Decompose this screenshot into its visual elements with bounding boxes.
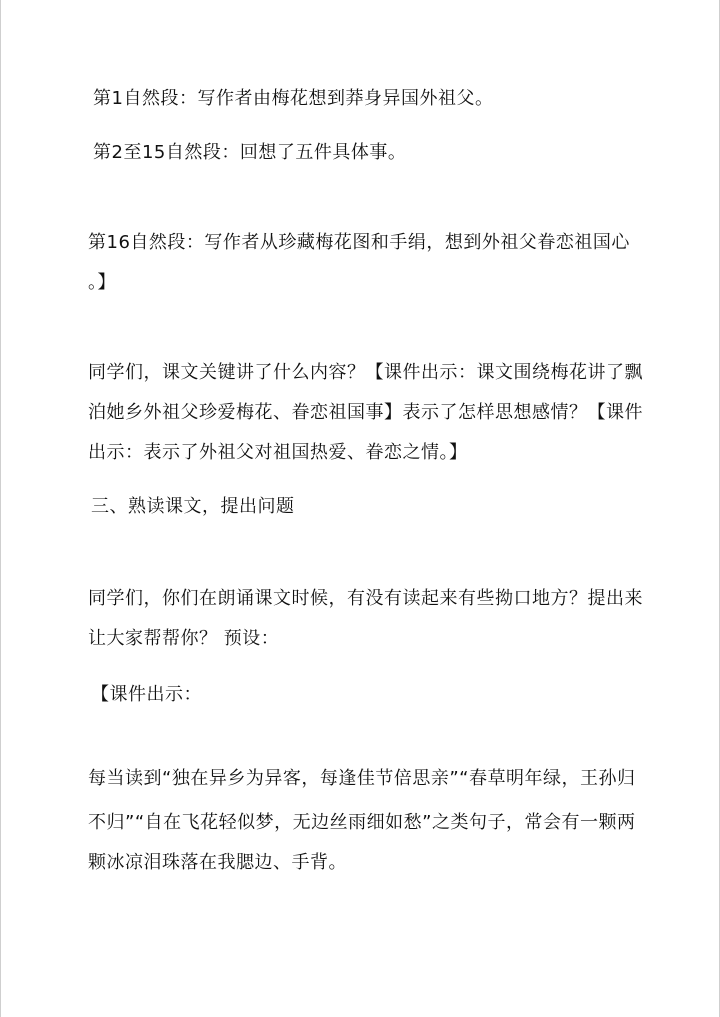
paragraph-line: 【课件出示： [91,684,202,705]
paragraph-line: 出示：表示了外祖父对祖国热爱、眷恋之情。】 [88,442,468,463]
section-heading: 三、熟读课文，提出问题 [91,496,295,517]
paragraph-line: 泊她乡外祖父珍爱梅花、眷恋祖国事】表示了怎样思想感情？【课件 [88,402,643,423]
paragraph-line: 同学们，你们在朗诵课文时候，有没有读起来有些拗口地方？提出来 [88,588,643,609]
paragraph-line: 每当读到“独在异乡为异客，每逢佳节倍思亲”“春草明年绿，王孙归 [88,768,636,789]
paragraph-line: 第16自然段：写作者从珍藏梅花图和手绢，想到外祖父眷恋祖国心 [88,232,630,253]
paragraph-line: 。】 [88,272,116,293]
paragraph-line: 同学们，课文关键讲了什么内容？【课件出示：课文围绕梅花讲了飘 [88,362,643,383]
paragraph-line: 让大家帮帮你？ 预设： [88,628,280,649]
paragraph-line: 不归”“自在飞花轻似梦，无边丝雨细如愁”之类句子，常会有一颗两 [88,812,636,833]
paragraph-line: 颗冰凉泪珠落在我腮边、手背。 [88,852,347,873]
paragraph-line: 第1自然段：写作者由梅花想到莽身异国外祖父。 [93,88,494,109]
paragraph-line: 第2至15自然段：回想了五件具体事。 [93,142,407,163]
